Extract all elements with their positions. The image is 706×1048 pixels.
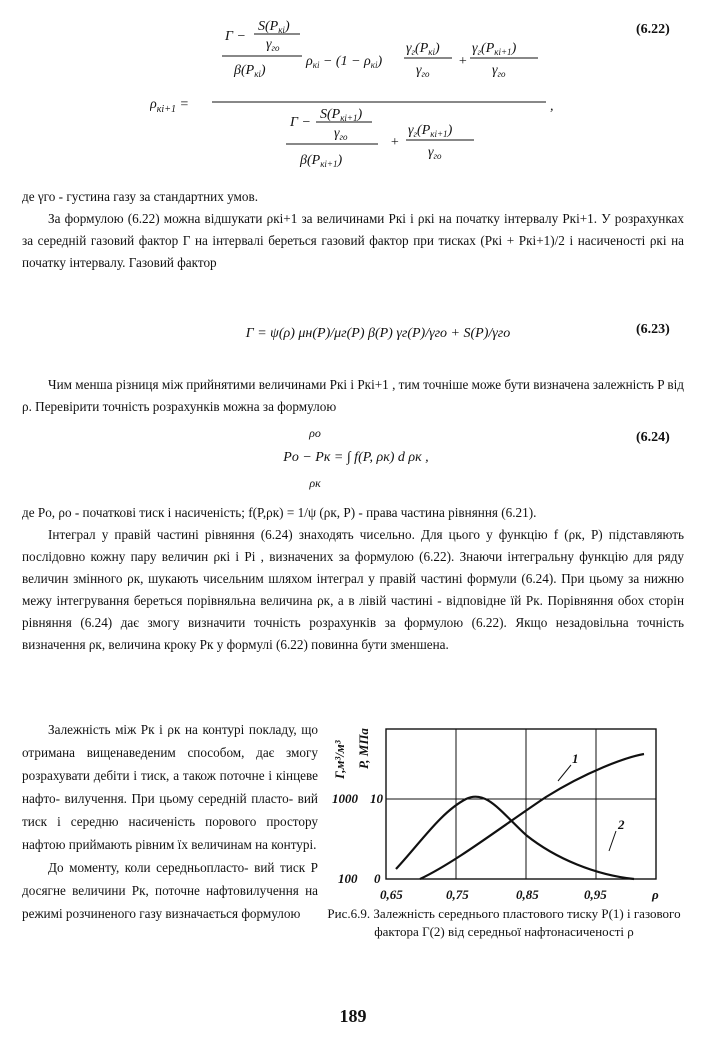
equation-number-6-23: (6.23) bbox=[636, 322, 670, 337]
svg-text:+: + bbox=[390, 135, 400, 150]
formula-6-23: Γ = ψ(ρ) μн(P)/μг(P) β(P) γг(P)/γго + S(P)/γго bbox=[245, 326, 511, 341]
svg-text:S(Pкi+1): $S(P_{кi+1})$ bbox=[320, 107, 363, 123]
x-tick-075: 0,75 bbox=[446, 887, 469, 902]
y-tick-gamma-1000: 1000 bbox=[332, 791, 358, 806]
integral-lower-limit: ρк bbox=[309, 476, 321, 490]
svg-text:Γ −: Γ − bbox=[290, 115, 311, 130]
y-tick-gamma-100: 100 bbox=[338, 871, 358, 886]
formula-6-22-lhs: $\rho_{кi+1}$ = bbox=[150, 97, 189, 115]
svg-text:γго: $\gamma_{го}$ bbox=[492, 63, 506, 79]
x-axis-label: ρ bbox=[652, 887, 659, 902]
figure-caption: Рис.6.9. Залежність середнього пластового тиску P(1) і газового фактора Γ(2) від середньої нафтонасиченості ρ bbox=[327, 906, 681, 939]
svg-text:ρкi − (1 − ρкi): $\rho_{кi} - (1 - \rho_{кi})$ bbox=[306, 54, 383, 70]
curve-1-label: 1 bbox=[572, 751, 579, 766]
paragraph-contour-relation: Залежність між Pк і ρк на контурі покладу, що отримана вищенаведеним способом, дає змогу розрахувати дебіти і тиск, а також поточне і кінцеве нафто- вилучення. При цьому середній пласто- вий тиск і середню насиченість порового простору нафтою приймають рівним їх величинам на контурі. bbox=[22, 722, 318, 852]
y-axis-label-p: P, МПа bbox=[356, 728, 371, 769]
text-block-3 bbox=[22, 502, 684, 656]
y-axis-label-gamma: Γ,м³/м³ bbox=[332, 740, 347, 779]
text-block-2 bbox=[22, 374, 684, 418]
svg-text:γго: $\gamma_{го}$ bbox=[416, 63, 430, 79]
equation-number-6-22: (6.22) bbox=[636, 22, 670, 37]
integral-upper-limit: ρо bbox=[309, 426, 321, 440]
svg-text:γго: $\gamma_{го}$ bbox=[428, 145, 442, 161]
x-tick-085: 0,85 bbox=[516, 887, 539, 902]
svg-text:γго: $\gamma_{го}$ bbox=[266, 37, 280, 53]
paragraph-oil-recovery: До моменту, коли середньопласто- вий тиск P досягне величини Pк, поточне нафтовилучення на режимі розчиненого газу визначається формулою bbox=[22, 860, 318, 921]
page-number: 189 bbox=[339, 1006, 367, 1026]
curve-2-label: 2 bbox=[618, 817, 625, 832]
paragraph-gas-density: де γго - густина газу за стандартних умов. bbox=[22, 189, 258, 204]
svg-text:β(Pкi): $\beta(P_{кi})$ bbox=[234, 63, 266, 79]
x-tick-065: 0,65 bbox=[380, 887, 403, 902]
formula-6-22 bbox=[150, 18, 570, 188]
paragraph-accuracy: Чим менша різниця між прийнятими величинами Pкi і Pкi+1 , тим точніше може бути визначена залежність P від ρ. Перевірити точність розрахунків можна за формулою bbox=[22, 377, 684, 414]
equation-number-6-24: (6.24) bbox=[636, 430, 670, 445]
svg-text:+: + bbox=[458, 54, 468, 69]
svg-text:γго: $\gamma_{го}$ bbox=[334, 126, 348, 142]
svg-text:γг(Pкi): $\gamma_г(P_{кi})$ bbox=[406, 41, 440, 57]
formula-6-22-graphic bbox=[150, 18, 570, 188]
paragraph-initial-values: де Pо, ρо - початкові тиск і насиченість; f(P,ρк) = 1/ψ (ρк, P) - права частина рівняння (6.21). bbox=[22, 505, 537, 520]
paragraph-integral: Інтеграл у правій частині рівняння (6.24) знаходять чисельно. Для цього у функцію f (ρк, P) підставляють послідовно кожну пару величин ρкi і Pi , визначених за формулою (6.22). Знаючи інтегральну функцію для ряду величин змінного ρк, шукають чисельним шляхом інтеграл у правій частині формули (6.24). При цьому за нижню межу інтегрування береться порівняльна величина ρк, а в лівій частині - відповідне їй Pк. Порівняння обох сторін рівняння (6.24) дає змогу визначити точність розрахунків за формулою (6.22). Якщо незадовільна точність визначення ρк, величина кроку Pк у формулі (6.22) повинна бути зменшена. bbox=[22, 527, 684, 652]
x-tick-095: 0,95 bbox=[584, 887, 607, 902]
svg-text:γг(Pкi+1): $\gamma_г(P_{кi+1})$ bbox=[408, 123, 453, 139]
y-tick-p-0: 0 bbox=[374, 871, 381, 886]
curve-gas-factor bbox=[396, 797, 634, 879]
curve-2-leader bbox=[609, 831, 616, 851]
text-block-1 bbox=[22, 186, 684, 274]
figure-6-9-plot bbox=[326, 717, 686, 907]
svg-text:β(Pкi+1): $\beta(P_{кi+1})$ bbox=[300, 153, 343, 169]
plot-frame bbox=[386, 729, 656, 879]
svg-text:S(Pкi): $S(P_{кi})$ bbox=[258, 19, 290, 35]
text-block-left-column bbox=[22, 718, 318, 925]
paragraph-formula-use: За формулою (6.22) можна відшукати ρкi+1 за величинами Pкi і ρкi на початку інтервалу Pкi+1. У розрахунках за середній газовий фактор Γ на інтервалі береться газовий фактор при тисках (Pкi + Pкi+1)/2 і насиченості ρкi на початку інтервалу. Газовий фактор bbox=[22, 211, 684, 270]
curve-pressure bbox=[420, 754, 644, 879]
figure-6-9 bbox=[326, 717, 686, 917]
svg-text:γг(Pкi+1): $\gamma_г(P_{кi+1})$ bbox=[472, 41, 517, 57]
curve-1-leader bbox=[558, 765, 571, 781]
y-tick-p-10: 10 bbox=[370, 791, 383, 806]
svg-text:,: , bbox=[550, 99, 554, 114]
svg-text:Γ −: Γ − bbox=[225, 29, 246, 44]
formula-6-24: Pо − Pк = ∫ f(P, ρк) d ρк , bbox=[283, 450, 429, 465]
